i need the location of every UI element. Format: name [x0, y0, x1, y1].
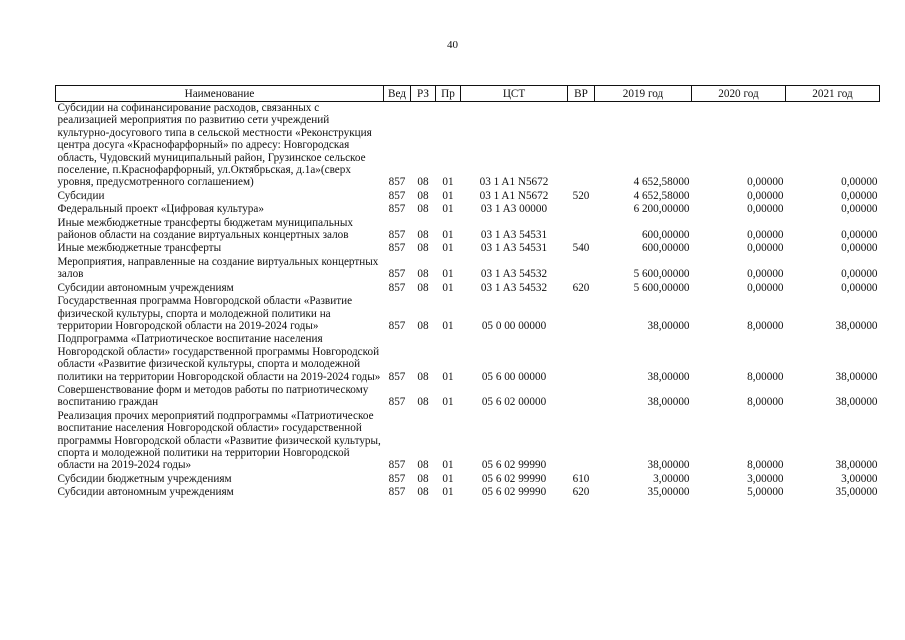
- row-vr: [568, 410, 595, 473]
- row-ved: 857: [388, 486, 406, 499]
- table-row: [56, 410, 880, 473]
- row-name: Иные межбюджетные трансферты бюджетам муниципальных районов области на создание виртуальных концертных залов: [57, 216, 353, 242]
- row-ved: 857: [388, 189, 406, 202]
- row-amount-2021: 0,00000: [841, 281, 878, 294]
- table-row: [56, 217, 880, 243]
- row-cst: 05 6 02 99990: [481, 472, 547, 485]
- row-amount-2019: 38,00000: [647, 396, 690, 409]
- header-name: Наименование: [56, 86, 384, 102]
- row-amount-2021: 35,00000: [835, 486, 878, 499]
- row-amount-2020: 3,00000: [747, 472, 784, 485]
- row-vr: [568, 384, 595, 410]
- row-pr: 01: [442, 176, 454, 189]
- row-rz: 08: [417, 189, 429, 202]
- row-rz: 08: [417, 176, 429, 189]
- table-row: [56, 256, 880, 282]
- table-row: [56, 333, 880, 384]
- row-vr: [568, 217, 595, 243]
- row-amount-2019: 38,00000: [647, 459, 690, 472]
- row-amount-2019: 5 600,00000: [633, 281, 690, 294]
- row-vr: 620: [572, 281, 590, 294]
- row-pr: 01: [442, 472, 454, 485]
- row-ved: 857: [388, 281, 406, 294]
- row-amount-2021: 0,00000: [841, 242, 878, 255]
- budget-table: [55, 85, 880, 500]
- row-cst: 03 1 A3 54532: [480, 268, 548, 281]
- header-vr: ВР: [568, 86, 595, 102]
- row-vr: 540: [572, 242, 590, 255]
- row-rz: 08: [417, 203, 429, 216]
- header-2021: 2021 год: [786, 86, 880, 102]
- row-amount-2021: 0,00000: [841, 229, 878, 242]
- row-ved: 857: [388, 229, 406, 242]
- row-vr: 620: [572, 486, 590, 499]
- row-amount-2020: 0,00000: [747, 203, 784, 216]
- row-amount-2021: 0,00000: [841, 203, 878, 216]
- row-pr: 01: [442, 319, 454, 332]
- table-header-row: [56, 86, 880, 102]
- row-vr: 610: [572, 472, 590, 485]
- row-rz: 08: [417, 396, 429, 409]
- row-pr: 01: [442, 229, 454, 242]
- row-rz: 08: [417, 486, 429, 499]
- row-cst: 05 6 00 00000: [481, 370, 547, 383]
- page-number: 40: [447, 39, 458, 51]
- row-rz: 08: [417, 281, 429, 294]
- row-name: Субсидии автономным учреждениям: [57, 486, 234, 499]
- row-rz: 08: [417, 472, 429, 485]
- row-cst: 05 6 02 99990: [481, 459, 547, 472]
- table-row: [56, 242, 880, 255]
- row-amount-2021: 0,00000: [841, 176, 878, 189]
- row-pr: 01: [442, 203, 454, 216]
- row-ved: 857: [388, 370, 406, 383]
- row-vr: [568, 295, 595, 333]
- row-name: Субсидии автономным учреждениям: [57, 281, 234, 294]
- table-row: [56, 486, 880, 499]
- row-vr: [568, 102, 595, 190]
- row-vr: [568, 203, 595, 216]
- row-pr: 01: [442, 459, 454, 472]
- row-amount-2020: 5,00000: [747, 486, 784, 499]
- row-amount-2021: 0,00000: [841, 189, 878, 202]
- row-amount-2019: 600,00000: [641, 242, 690, 255]
- row-vr: [568, 333, 595, 384]
- header-rz: РЗ: [411, 86, 436, 102]
- row-amount-2019: 4 652,58000: [633, 189, 690, 202]
- row-amount-2020: 8,00000: [747, 396, 784, 409]
- row-vr: 520: [572, 189, 590, 202]
- row-pr: 01: [442, 396, 454, 409]
- row-pr: 01: [442, 486, 454, 499]
- row-pr: 01: [442, 189, 454, 202]
- row-name: Иные межбюджетные трансферты: [57, 242, 222, 255]
- row-name: Мероприятия, направленные на создание виртуальных концертных залов: [57, 255, 379, 281]
- row-cst: 05 6 02 00000: [481, 396, 547, 409]
- table-row: [56, 473, 880, 486]
- row-amount-2019: 600,00000: [641, 229, 690, 242]
- header-pr: Пр: [436, 86, 461, 102]
- row-amount-2020: 0,00000: [747, 268, 784, 281]
- row-amount-2021: 38,00000: [835, 459, 878, 472]
- row-cst: 03 1 A3 54531: [480, 242, 548, 255]
- row-amount-2020: 0,00000: [747, 281, 784, 294]
- row-name: Государственная программа Новгородской области «Развитие физической культуры, спорта и молодежной политики на территории Новгородской области на 2019-2024 годы»: [57, 295, 353, 332]
- row-cst: 03 1 A3 54532: [480, 281, 548, 294]
- row-amount-2021: 38,00000: [835, 370, 878, 383]
- table-row: [56, 282, 880, 295]
- row-name: Подпрограмма «Патриотическое воспитание населения Новгородской области» государственной программы Новгородской области «Развитие физической культуры, спорта и молодежной политики на территории Новгородской области на 2019-2024 годы»: [57, 333, 381, 383]
- row-amount-2019: 3,00000: [653, 472, 690, 485]
- row-amount-2019: 4 652,58000: [633, 176, 690, 189]
- row-rz: 08: [417, 242, 429, 255]
- row-name: Субсидии бюджетным учреждениям: [57, 472, 232, 485]
- row-amount-2020: 8,00000: [747, 370, 784, 383]
- row-amount-2019: 6 200,00000: [633, 203, 690, 216]
- table-row: [56, 190, 880, 203]
- row-cst: 05 6 02 99990: [481, 486, 547, 499]
- row-ved: 857: [388, 396, 406, 409]
- row-amount-2019: 35,00000: [647, 486, 690, 499]
- row-ved: 857: [388, 176, 406, 189]
- header-2019: 2019 год: [595, 86, 692, 102]
- table-row: [56, 295, 880, 333]
- row-cst: 03 1 A1 N5672: [479, 176, 549, 189]
- row-ved: 857: [388, 319, 406, 332]
- row-name: Субсидии на софинансирование расходов, связанных с реализацией мероприятия по развитию сети учреждений культурно-досугового типа в сельской местности «Реконструкция центра досуга «Краснофарфорный» по адресу: Новгородская область, Чудовский муниципальный район, Грузинское сельское поселение, п.Краснофарфорный, ул.Октябрьская, д.1а»(сверх уровня, предусмотренного соглашением): [57, 102, 372, 189]
- row-rz: 08: [417, 459, 429, 472]
- row-amount-2019: 5 600,00000: [633, 268, 690, 281]
- row-amount-2021: 0,00000: [841, 268, 878, 281]
- row-cst: 03 1 A3 54531: [480, 229, 548, 242]
- row-amount-2021: 3,00000: [841, 472, 878, 485]
- row-amount-2021: 38,00000: [835, 396, 878, 409]
- row-amount-2020: 0,00000: [747, 189, 784, 202]
- row-amount-2020: 8,00000: [747, 319, 784, 332]
- row-name: Совершенствование форм и методов работы по патриотическому воспитанию граждан: [57, 383, 369, 409]
- row-amount-2020: 0,00000: [747, 229, 784, 242]
- row-amount-2020: 8,00000: [747, 459, 784, 472]
- row-ved: 857: [388, 459, 406, 472]
- row-pr: 01: [442, 370, 454, 383]
- row-pr: 01: [442, 281, 454, 294]
- header-cst: ЦСТ: [461, 86, 568, 102]
- header-2020: 2020 год: [692, 86, 786, 102]
- row-rz: 08: [417, 268, 429, 281]
- row-rz: 08: [417, 370, 429, 383]
- row-cst: 05 0 00 00000: [481, 319, 547, 332]
- table-row: [56, 203, 880, 216]
- table-row: [56, 102, 880, 190]
- row-amount-2019: 38,00000: [647, 370, 690, 383]
- row-pr: 01: [442, 242, 454, 255]
- row-ved: 857: [388, 203, 406, 216]
- row-ved: 857: [388, 268, 406, 281]
- row-amount-2020: 0,00000: [747, 176, 784, 189]
- row-cst: 03 1 A1 N5672: [479, 189, 549, 202]
- row-name: Реализация прочих мероприятий подпрограммы «Патриотическое воспитание населения Новгородской области» государственной программы Новгородской области «Развитие физической культуры, спорта и молодежной политики на территории Новгородской области на 2019-2024 годы»: [57, 409, 381, 472]
- table-row: [56, 384, 880, 410]
- row-amount-2020: 0,00000: [747, 242, 784, 255]
- row-vr: [568, 256, 595, 282]
- row-name: Федеральный проект «Цифровая культура»: [57, 203, 264, 216]
- row-amount-2019: 38,00000: [647, 319, 690, 332]
- row-ved: 857: [388, 242, 406, 255]
- row-pr: 01: [442, 268, 454, 281]
- row-cst: 03 1 A3 00000: [480, 203, 548, 216]
- row-rz: 08: [417, 229, 429, 242]
- row-rz: 08: [417, 319, 429, 332]
- row-ved: 857: [388, 472, 406, 485]
- row-name: Субсидии: [57, 189, 105, 202]
- header-ved: Вед: [384, 86, 411, 102]
- row-amount-2021: 38,00000: [835, 319, 878, 332]
